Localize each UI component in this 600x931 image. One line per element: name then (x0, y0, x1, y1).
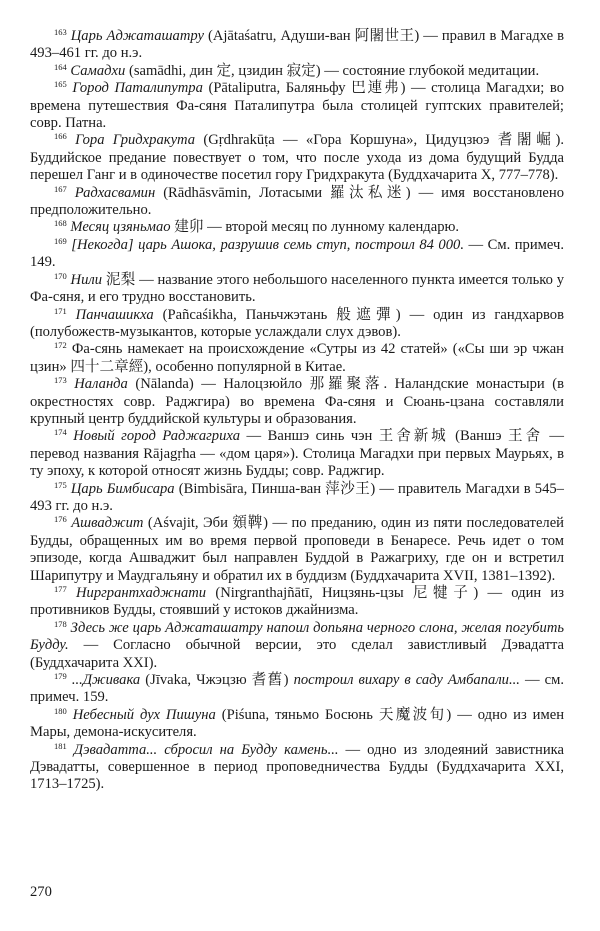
note-number: 165 (54, 79, 67, 90)
note-term: Здесь же царь Аджаташатру напоил допьяна черного слона, желая погубить Будду. (30, 619, 564, 654)
note-term: Ашваджит (71, 515, 144, 532)
note-term: Панчашикха (75, 306, 154, 323)
footnote (30, 515, 564, 585)
note-term: построил вихару в саду Амбапали... (293, 672, 520, 689)
note-text: 泥梨 — название этого небольшого населенного пункта имеется только у Фа-сяня, и его трудно восстановить. (30, 271, 564, 306)
note-number: 164 (54, 61, 67, 72)
note-number: 169 (54, 235, 67, 246)
note-term: Город Паталипутра (72, 80, 203, 97)
note-text: (Ajātaśatru, Адуши-ван 阿闍世王) — правил в Магадхе в 493–461 гг. до н.э. (30, 28, 564, 62)
note-text: (Piśuna, тяньмо Босюнь 天魔波旬) — одно из имен Мары, демона-искусителя. (30, 706, 565, 741)
note-term: Радхасвамин (74, 184, 156, 201)
footnote (30, 341, 564, 376)
note-term: Дэвадатта... сбросил на Будду камень... (73, 741, 339, 758)
note-text: (Nirgranthajñātī, Ницзянь-цзы 尼犍子) — один из противников Будды, стоявший у истоков джайнизма. (30, 585, 565, 619)
note-number: 172 (54, 340, 67, 351)
footnote (30, 28, 564, 63)
footnote (30, 707, 564, 742)
note-text: (Nālanda) — Налоцзюйло 那羅聚落. Наландские монастыри (в окрестностях совр. Раджгира) во времена Фа-сяня и Сюань-цзана составляли крупный центр буддийской культуры и образования. (30, 376, 564, 427)
footnote (30, 80, 564, 132)
note-text: (Pātaliputra, Баляньфу 巴連弗) — столица Магадхи; во времена путешествия Фа-сяня Паталипутра была столицей гуптских правителей; совр. Патна. (30, 80, 564, 132)
footnote (30, 185, 564, 220)
note-number: 171 (54, 305, 67, 316)
footnote (30, 272, 564, 307)
note-term: Гора Гридхракута (75, 132, 196, 149)
note-text: — одно из злодеяний завистника Дэвадатты, совершенное в период проповедничества Будды (Буддхачарита XXI, 1713–1725). (30, 741, 564, 793)
note-number: 178 (54, 618, 67, 629)
footnote (30, 672, 564, 707)
note-term: Ниргрантхаджнати (75, 585, 207, 601)
note-term: ...Дживака (71, 672, 141, 689)
note-text: — См. примеч. 149. (30, 236, 564, 271)
note-term: [Некогда] царь Ашока, разрушив семь ступ, построил 84 000. (71, 236, 464, 253)
note-text: 建卯 — второй месяц по лунному календарю. (170, 219, 460, 236)
note-text: (Jīvaka, Чжэцзю 耆舊) (140, 672, 294, 689)
note-number: 168 (54, 218, 67, 229)
note-text: Фа-сянь намекает на происхождение «Сутры из 42 статей» («Сы ши эр чжан цзин» 四十二章經), особенно популярной в Китае. (30, 341, 564, 375)
footnote (30, 132, 564, 184)
note-text: (samādhi, дин 定, цзидин 寂定) — состояние глубокой медитации. (125, 62, 540, 79)
note-text: (Pañcaśikha, Паньчжэтань 般遮彈) — один из гандхарвов (полубожеств-музыкантов, которые услаждали слух дэвов). (30, 306, 564, 340)
note-number: 175 (54, 479, 67, 490)
footnote (30, 428, 564, 480)
note-text: (Aśvajit, Эби 頞鞞) — по преданию, один из пяти последователей Будды, обращенных им во время первой проповеди в Бенаресе. Речь идет о том эпизоде, когда Ашваджит был направлен Буддой в Ражагриху, где он и встретил Шарипутру и Маудгальяну и обратил их в буддизм (Буддхачарита XVII, 1381–1392). (30, 515, 564, 584)
footnote (30, 376, 564, 428)
footnote (30, 63, 564, 80)
footnote (30, 237, 564, 272)
note-term: Новый город Раджагриха (73, 428, 240, 445)
note-number: 167 (54, 183, 67, 194)
note-term: Месяц цзяньмао (70, 219, 171, 236)
note-text: (Gṛdhrakūṭa — «Гора Коршуна», Цидуцзюэ 耆闍崛). Буддийское предание повествует о том, что после ухода из дома будущий Будда перешел Ганг и в одиночестве посетил гору Гридхракута (Буддхачарита X, 777–778). (30, 132, 564, 184)
footnote (30, 481, 564, 516)
footnote (30, 219, 564, 236)
note-text: (Rādhāsvāmin, Лотасыми 羅汰私迷) — имя восстановлено предположительно. (30, 184, 564, 219)
footnote (30, 620, 564, 672)
note-number: 180 (54, 705, 67, 716)
note-number: 177 (54, 584, 67, 594)
note-number: 163 (54, 27, 67, 37)
footnote (30, 307, 564, 342)
note-number: 170 (54, 270, 67, 281)
note-text: — см. примеч. 159. (30, 672, 564, 706)
note-term: Самадхи (70, 62, 126, 79)
note-number: 179 (54, 671, 67, 682)
note-text: — Ваншэ синь чэн 王舍新城 (Ваншэ 王舍 — перевод названия Rājagṛha — «дом царя»). Столица Магадхи при первых Маурьях, в ту эпоху, к которой относят жизнь Будды; совр. Раджгир. (30, 428, 565, 480)
note-text: (Bimbisāra, Пинша-ван 萍沙王) — правитель Магадхи в 545–493 гг. до н.э. (30, 480, 564, 514)
note-number: 181 (54, 740, 67, 751)
note-term: Царь Аджаташатру (70, 28, 204, 44)
page-number: 270 (30, 884, 52, 900)
note-number: 176 (54, 514, 67, 525)
note-term: Царь Бимбисара (70, 480, 175, 497)
footnotes (30, 28, 564, 794)
note-term: Нили (70, 271, 103, 288)
note-number: 166 (54, 131, 67, 142)
note-term: Наланда (74, 376, 128, 393)
footnote (30, 742, 564, 794)
note-number: 173 (54, 375, 67, 386)
footnote (30, 585, 564, 620)
note-text: — Согласно обычной версии, это сделал завистливый Дэвадатта (Буддхачарита XXI). (30, 637, 564, 671)
note-term: Небесный дух Пишуна (72, 706, 216, 723)
note-number: 174 (54, 427, 67, 438)
